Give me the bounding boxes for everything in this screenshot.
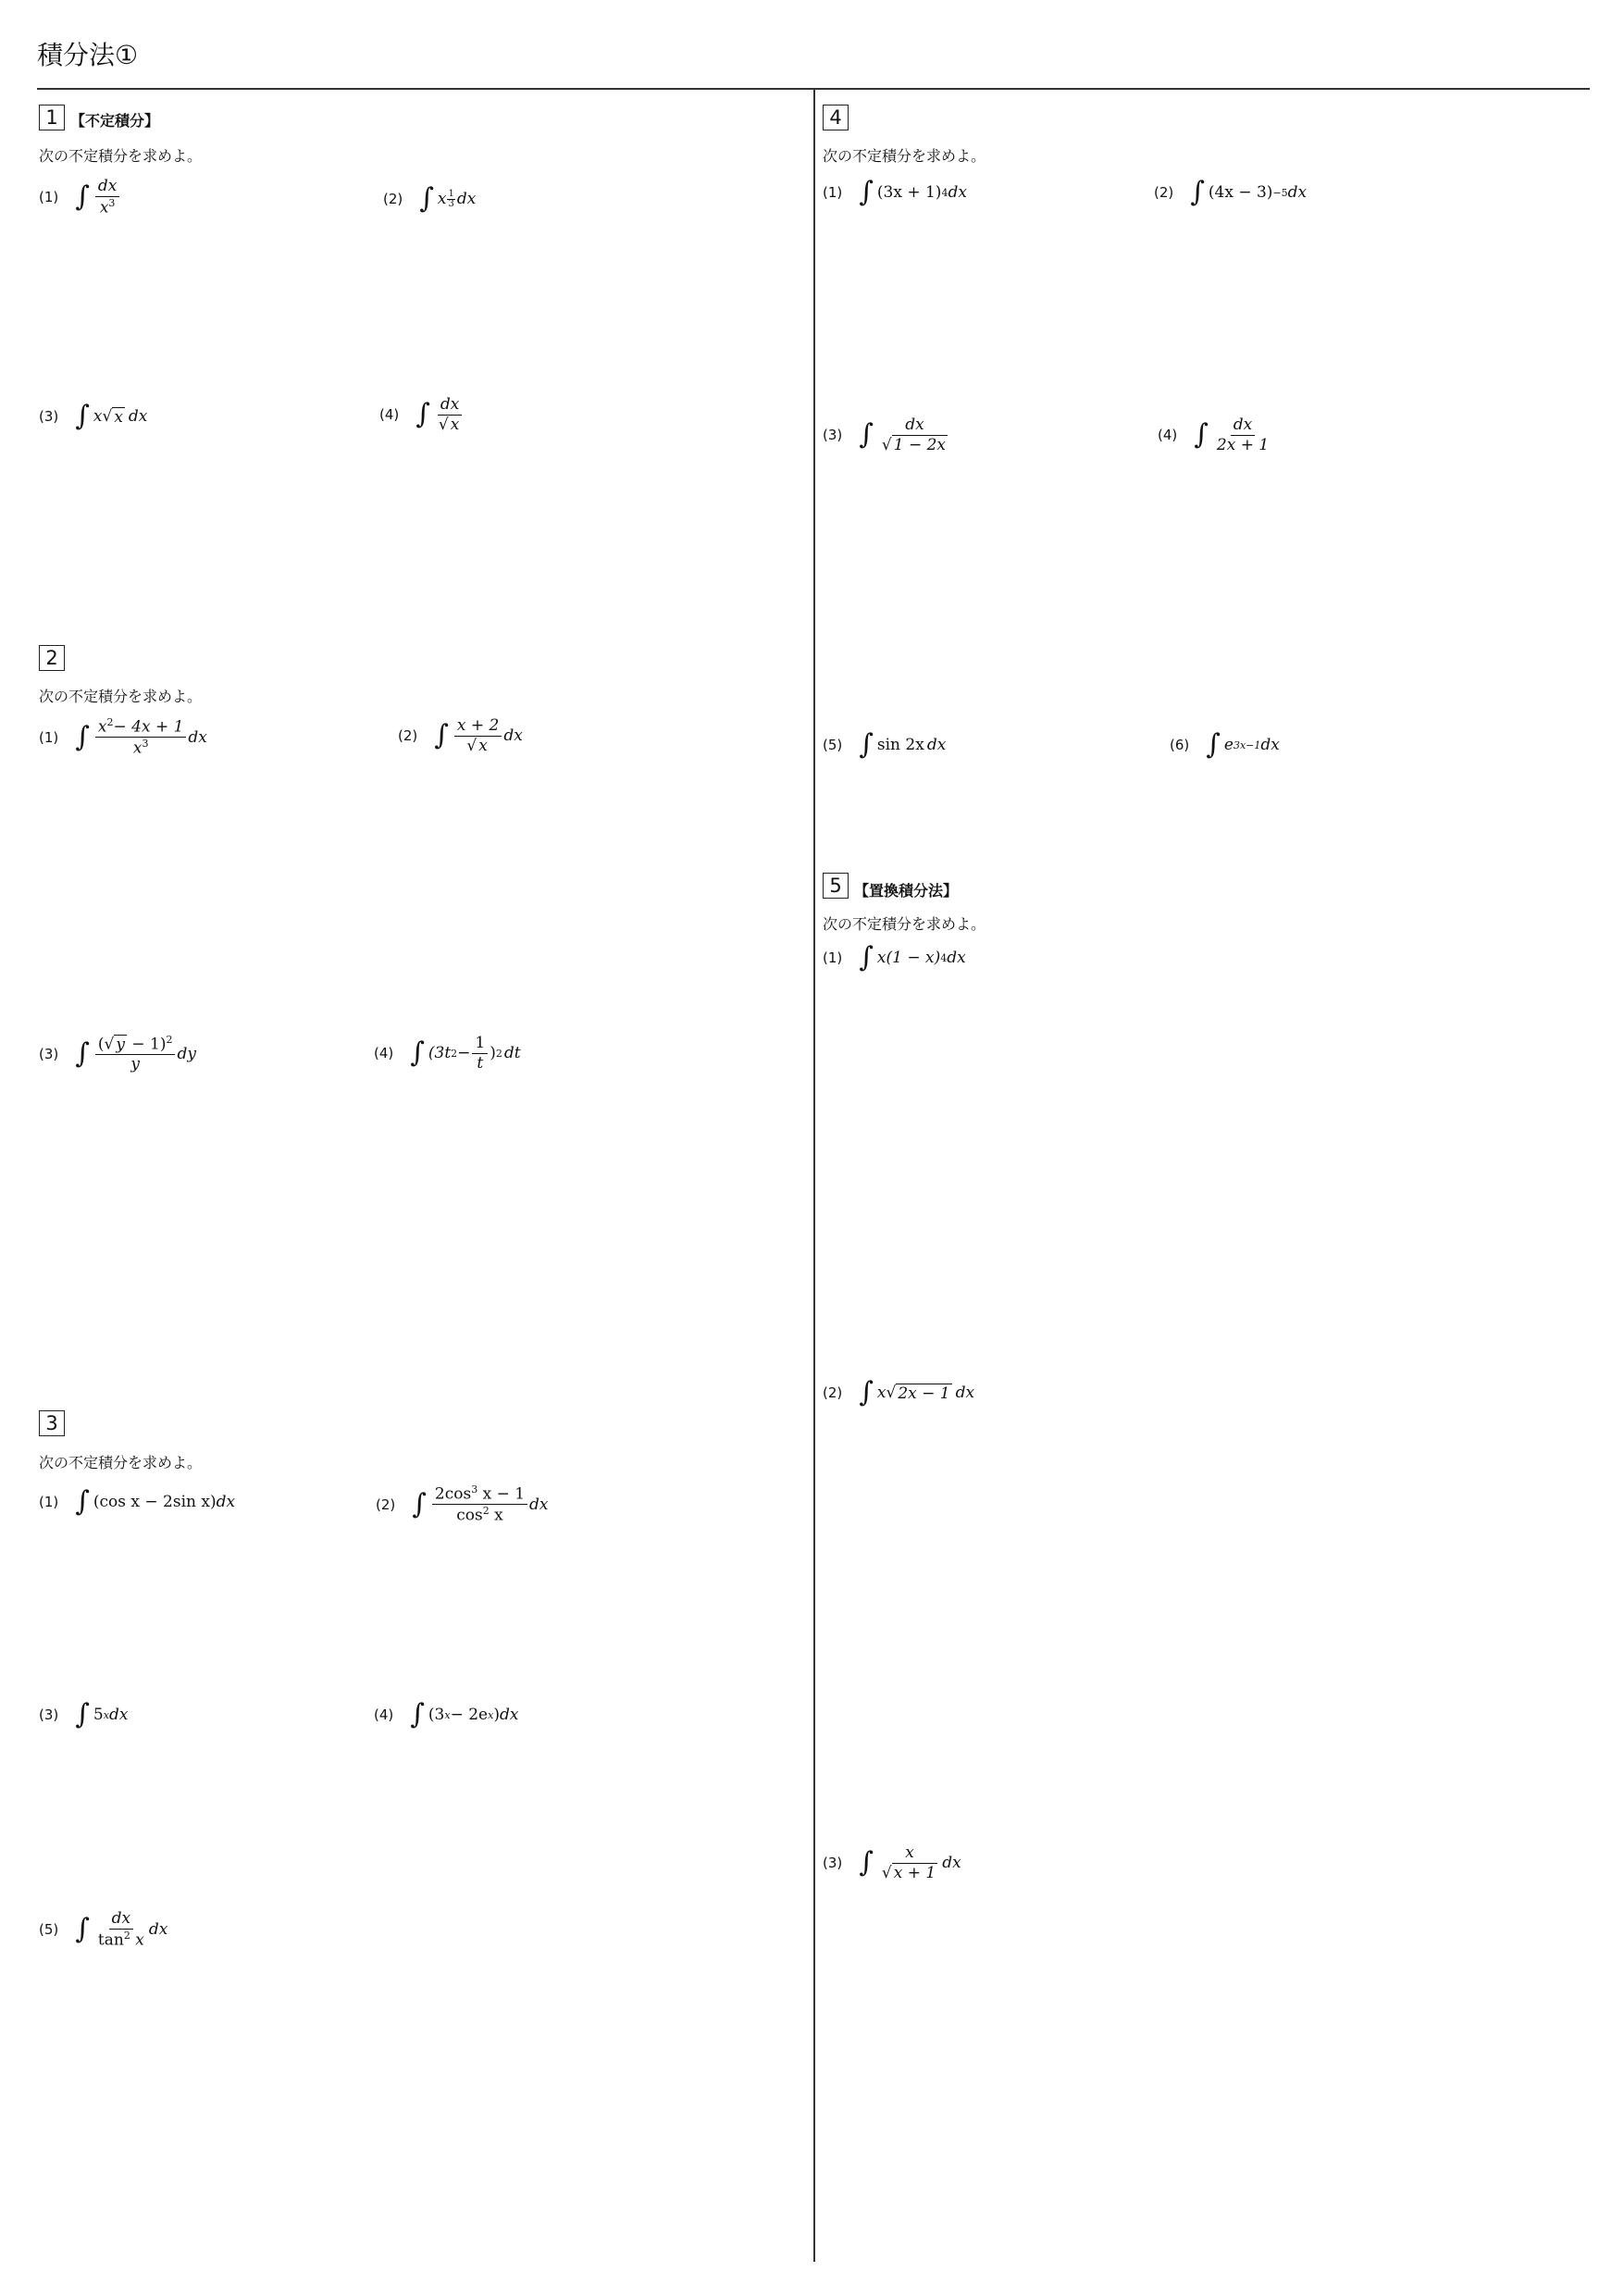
fraction: $\frac{x}{√ x + 1}$ [881, 1843, 936, 1882]
problem-label: (1) [39, 1494, 59, 1510]
section-4-instruction: 次の不定積分を求めよ。 [823, 147, 986, 165]
integral-sign: ∫ [412, 1487, 427, 1520]
section-5-subtitle: 【置換積分法】 [854, 882, 959, 900]
integral-sign: ∫ [75, 1485, 90, 1518]
fraction: $\frac{dx}{2x + 1}$ [1216, 416, 1270, 454]
integral-sign: ∫ [410, 1698, 425, 1731]
fraction: $\frac{(√ y - 1)^2}{y}$ [95, 1035, 176, 1074]
fraction: $\frac{x^2- 4x + 1}{x^3}$ [95, 717, 187, 758]
problem-label: (6) [1170, 737, 1190, 753]
section-5-number: 5 [823, 873, 849, 899]
problem-label: (2) [823, 1384, 843, 1401]
problem-label: (2) [376, 1496, 396, 1513]
problem-label: (2) [383, 191, 403, 207]
integral-sign: ∫ [410, 1036, 425, 1070]
fraction-exponent: 1 3 [448, 188, 454, 209]
problem-3-3: (3) ∫ 5 x dx [39, 1698, 129, 1731]
problem-2-3: (3) ∫ $\frac{(√ y - 1)^2}{y}$ dy [39, 1034, 196, 1074]
problem-label: (1) [823, 949, 843, 966]
integral-sign: ∫ [859, 941, 874, 974]
problem-2-4: (4) ∫ (3t 2 − $\frac{1}{t}$ ) 2 dt [374, 1034, 521, 1073]
section-3-number: 3 [39, 1410, 65, 1436]
integral-sign: ∫ [75, 400, 90, 432]
section-3-instruction: 次の不定積分を求めよ。 [39, 1454, 203, 1471]
fraction: $\frac{2\cos^3 x - 1}{\cos^2 x}$ [432, 1484, 527, 1525]
problem-label: (4) [379, 406, 400, 424]
integral-sign: ∫ [75, 720, 90, 753]
problem-label: (4) [374, 1045, 394, 1062]
integral-sign: ∫ [75, 1037, 90, 1071]
problem-label: (2) [398, 727, 418, 745]
integral-sign: ∫ [859, 418, 874, 452]
integral-sign: ∫ [859, 176, 874, 208]
problem-5-3: (3) ∫ $\frac{x}{√ x + 1}$ dx [823, 1843, 961, 1882]
fraction: $\frac{dx}{x^3}$ [95, 178, 119, 217]
problem-4-6: (6) ∫ e 3x−1 dx [1170, 728, 1280, 761]
integral-sign: ∫ [75, 1913, 90, 1946]
fraction: $\frac{dx}{√ x}$ [436, 396, 464, 433]
problem-2-2: (2) ∫ $\frac{x + 2}{√ x}$ dx [398, 716, 523, 755]
problem-5-2: (2) ∫ x √ 2x − 1 dx [823, 1376, 975, 1409]
problem-label: (1) [39, 189, 59, 206]
integral-sign: ∫ [415, 398, 430, 431]
problem-label: (1) [39, 728, 59, 746]
section-1-subtitle: 【不定積分】 [70, 112, 160, 130]
fraction: $\frac{x + 2}{√ x}$ [454, 717, 502, 754]
problem-label: (1) [823, 184, 843, 201]
problem-4-4 [1158, 416, 1273, 453]
problem-3-2: (2) ∫ $\frac{2\cos^3 x - 1}{\cos^2 x}$ dx [376, 1483, 549, 1525]
problem-1-4 [379, 396, 465, 433]
page-title: 積分法① [37, 40, 139, 70]
problem-4-5: (5) ∫ sin 2x dx [823, 728, 947, 761]
integral-sign: ∫ [1194, 418, 1209, 452]
section-1-instruction: 次の不定積分を求めよ。 [39, 147, 203, 165]
problem-1-1 [39, 178, 121, 217]
problem-1-2: (2) ∫ x 1 3 dx [383, 182, 477, 215]
integral-sign: ∫ [419, 182, 434, 215]
integral-sign: ∫ [75, 1698, 90, 1731]
problem-3-1: (1) ∫ (cos x − 2sin x) dx [39, 1485, 236, 1518]
problem-label: (3) [823, 1855, 843, 1872]
integral-sign: ∫ [1190, 176, 1205, 208]
problem-label: (3) [39, 408, 59, 425]
problem-4-3 [823, 416, 952, 453]
section-1-number: 1 [39, 105, 65, 130]
section-2-number: 2 [39, 645, 65, 671]
column-divider [813, 89, 815, 2262]
problem-label: (5) [823, 737, 843, 753]
fraction: $\frac{1}{t}$ [472, 1035, 488, 1072]
integral-sign: ∫ [434, 719, 449, 752]
problem-label: (4) [374, 1706, 394, 1723]
fraction: $\frac{dx}{\tan^2 x}$ [97, 1909, 144, 1950]
problem-label: (3) [823, 427, 843, 444]
problem-4-2: (2) ∫ (4x − 3) −5 dx [1154, 176, 1308, 208]
problem-4-1: (1) ∫ (3x + 1) 4 dx [823, 176, 967, 208]
integral-sign: ∫ [859, 1846, 874, 1880]
problem-5-1: (1) ∫ x(1 − x) 4 dx [823, 941, 966, 974]
problem-3-4: (4) ∫ (3 x − 2e x ) dx [374, 1698, 519, 1731]
problem-label: (3) [39, 1706, 59, 1723]
integral-sign: ∫ [859, 728, 874, 761]
section-4-number: 4 [823, 105, 849, 130]
problem-label: (3) [39, 1046, 59, 1063]
integral-sign: ∫ [75, 180, 90, 214]
problem-2-1: (1) ∫ $\frac{x^2- 4x + 1}{x^3}$ dx [39, 716, 207, 758]
problem-label: (2) [1154, 184, 1174, 201]
section-5-instruction: 次の不定積分を求めよ。 [823, 915, 986, 933]
problem-label: (4) [1158, 427, 1178, 444]
problem-3-5: (5) ∫ $\frac{dx}{\tan^2 x}$ dx [39, 1909, 168, 1950]
problem-label: (5) [39, 1921, 59, 1939]
integral-sign: ∫ [1206, 728, 1221, 761]
fraction: $\frac{dx}{√ 1 - 2x}$ [881, 416, 947, 454]
problem-1-3: (3) ∫ x √ x dx [39, 400, 148, 432]
integral-sign: ∫ [859, 1376, 874, 1409]
section-2-instruction: 次の不定積分を求めよ。 [39, 688, 203, 705]
